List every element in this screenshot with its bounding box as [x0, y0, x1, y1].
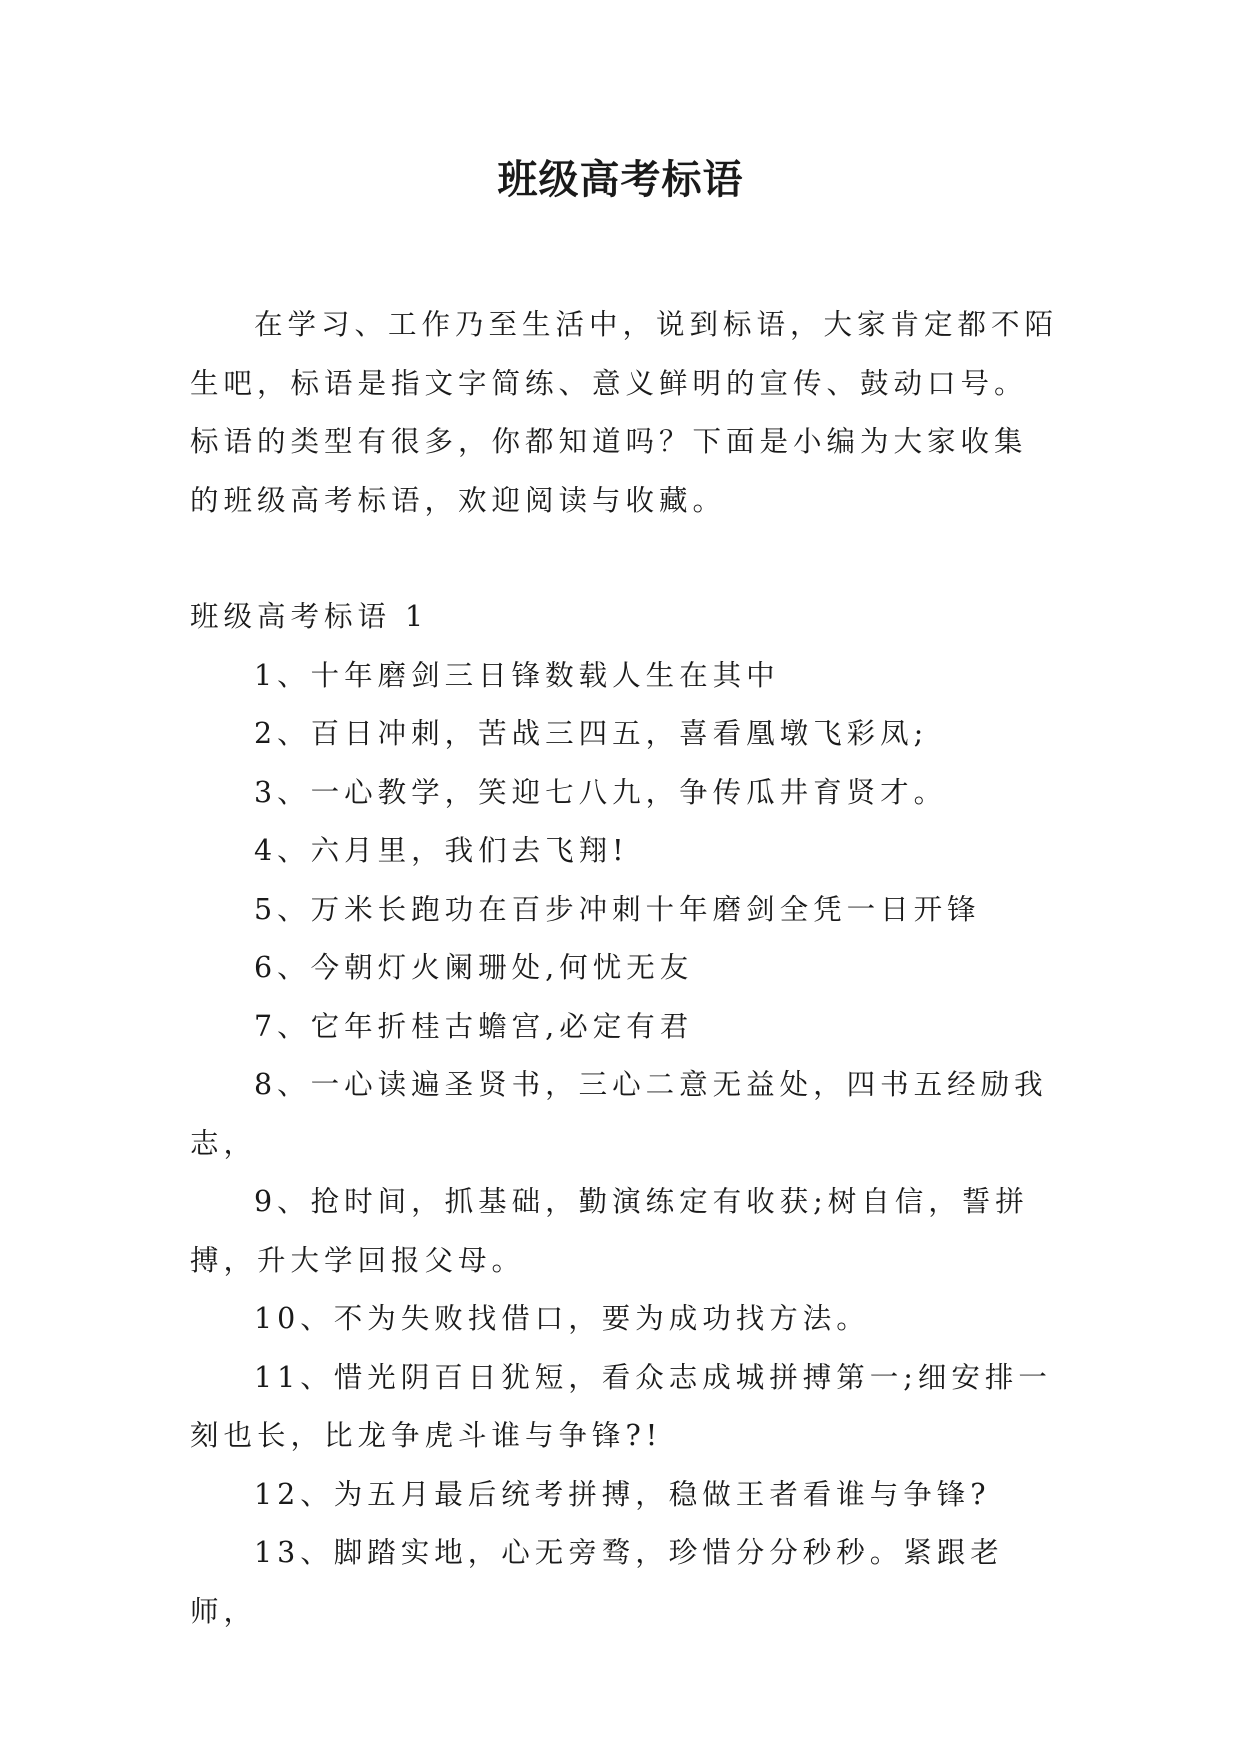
- document-title: 班级高考标语: [497, 156, 744, 203]
- intro-paragraph: 在学习、工作乃至生活中，说到标语，大家肯定都不陌生吧，标语是指文字简练、意义鲜明的宣传、鼓动口号。标语的类型有很多，你都知道吗？下面是小编为大家收集的班级高考标语，欢迎阅读与收藏。: [190, 308, 1059, 517]
- slogan-item: 10、不为失败找借口，要为成功找方法。: [254, 1302, 870, 1335]
- slogan-item: 6、今朝灯火阑珊处,何忧无友: [254, 951, 694, 984]
- slogan-item: 13、脚踏实地，心无旁骛，珍惜分分秒秒。紧跟老师，: [190, 1536, 1004, 1628]
- slogan-item: 7、它年折桂古蟾宫,必定有君: [254, 1009, 694, 1043]
- slogan-item: 5、万米长跑功在百步冲刺十年磨剑全凭一日开锋: [254, 892, 981, 926]
- slogan-item: 2、百日冲刺，苦战三四五，喜看凰墩飞彩凤;: [254, 717, 929, 750]
- slogan-item: 8、一心读遍圣贤书，三心二意无益处，四书五经励我志，: [190, 1068, 1048, 1160]
- slogan-item: 11、惜光阴百日犹短，看众志成城拼搏第一;细安排一刻也长，比龙争虎斗谁与争锋?!: [190, 1360, 1052, 1452]
- document-body: [190, 296, 1060, 1641]
- slogan-item: 1、十年磨剑三日锋数载人生在其中: [254, 658, 780, 692]
- slogan-item: 12、为五月最后统考拼搏，稳做王者看谁与争锋?: [254, 1477, 991, 1511]
- slogan-item: 3、一心教学，笑迎七八九，争传瓜井育贤才。: [254, 775, 948, 809]
- section-heading: 班级高考标语 1: [190, 600, 429, 633]
- slogan-item: 4、六月里，我们去飞翔!: [254, 834, 629, 867]
- slogan-item: 9、抢时间，抓基础，勤演练定有收获;树自信，誓拼搏，升大学回报父母。: [190, 1185, 1029, 1277]
